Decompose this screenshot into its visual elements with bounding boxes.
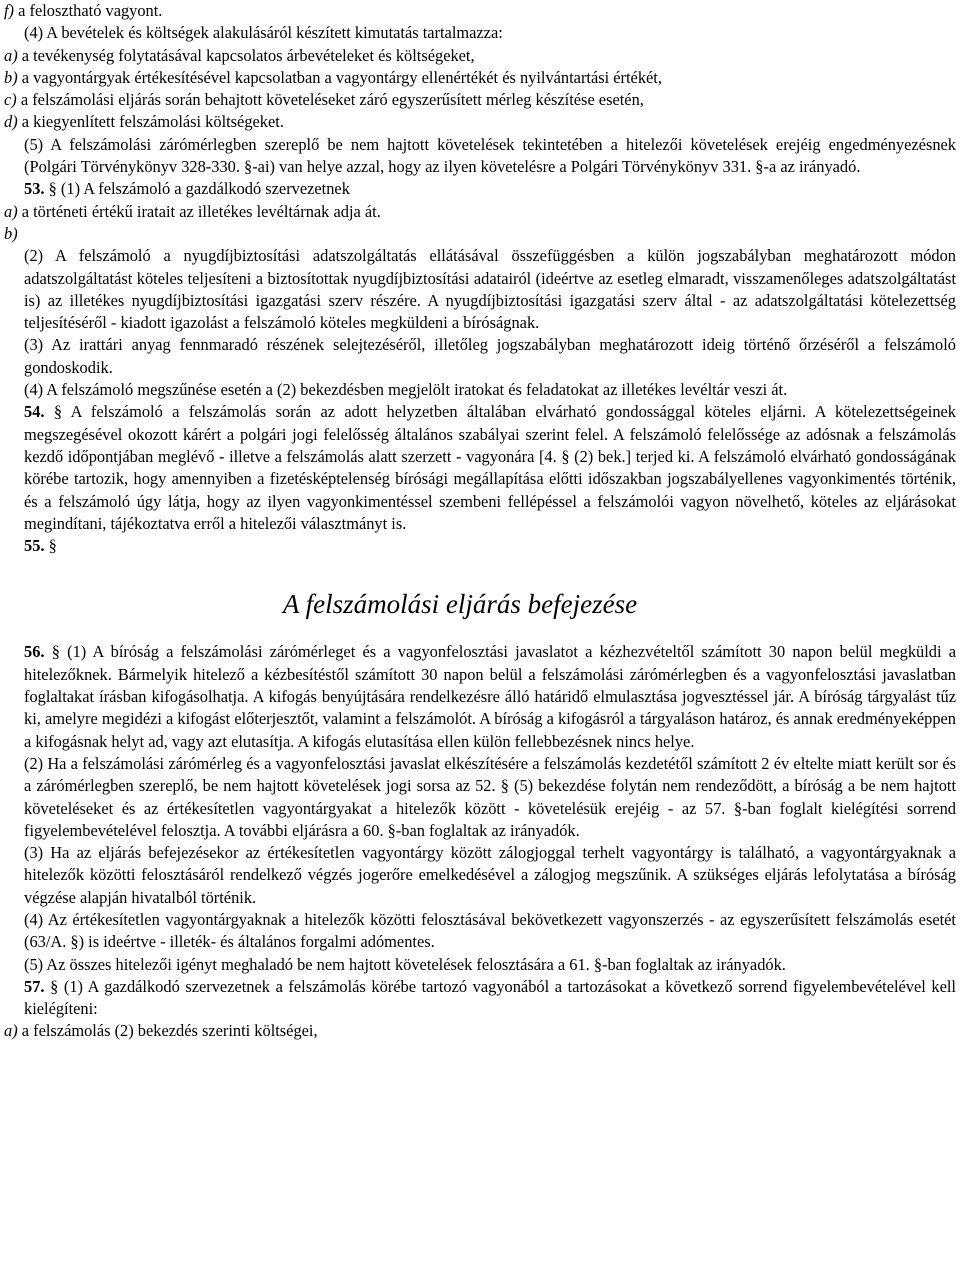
section-53-item-b <box>4 223 956 245</box>
section-56-paragraph-3 <box>4 842 956 909</box>
section-55 <box>4 535 956 557</box>
list-marker: d) <box>4 112 18 132</box>
paragraph-text: (5) A felszámolási zárómérlegben szereplő be nem hajtott követelések tekintetében a hitelezői követelések erejéig engedményezésnek (Polgári Törvénykönyv 328-330. §-ai) van helye azzal, hogy az ilyen követelésre a Polgári Törvénykönyv 331. §-a az irányadó. <box>24 134 956 177</box>
chapter-heading: A felszámolási eljárás befejezése <box>282 589 638 620</box>
list-text: a vagyontárgyak értékesítésével kapcsolatban a vagyontárgy ellenértékét és nyilvántartási értékét, <box>17 67 662 87</box>
section-56-paragraph-5 <box>4 954 956 976</box>
section-symbol: § <box>48 536 57 556</box>
paragraph-text: (2) A felszámoló a nyugdíjbiztosítási adatszolgáltatás ellátásával összefüggésben a külön jogszabályban meghatározott módon adatszolgáltatást köteles teljesíteni a biztosítottak nyugdíjbiztosítási adatairól (ideértve az esetleg elmaradt, visszamenőleges adatszolgáltatást is) az illetékes nyugdíjbiztosítási igazgatási szerv részére. A nyugdíjbiztosítási igazgatási szerv által - az adatszolgáltatási kötelezettség teljesítéséről - kiadott igazolást a felszámoló köteles megküldeni a bíróságnak. <box>24 246 956 333</box>
list-text: a kiegyenlített felszámolási költségeket. <box>17 112 284 132</box>
list-item-d <box>4 111 956 133</box>
section-number: 57. <box>24 976 45 996</box>
list-marker: a) <box>4 1021 18 1041</box>
section-number: 56. <box>24 642 45 662</box>
paragraph-5 <box>4 134 956 179</box>
list-marker: a) <box>4 45 18 65</box>
list-marker: f) <box>4 1 15 20</box>
section-53-paragraph-2 <box>4 245 956 334</box>
section-text: (1) A felszámoló a gazdálkodó szervezetnek <box>56 179 350 199</box>
section-number: 53. <box>24 179 45 199</box>
paragraph-4-intro <box>4 22 956 44</box>
section-number: 55. <box>24 536 45 556</box>
list-marker: b) <box>4 67 18 87</box>
paragraph-text: (4) A felszámoló megszűnése esetén a (2) bekezdésben megjelölt iratokat és feladatokat az illetékes levéltár veszi át. <box>24 380 788 400</box>
list-text: a felszámolás (2) bekezdés szerinti költségei, <box>17 1021 318 1041</box>
section-53-heading <box>4 178 956 200</box>
paragraph-text: (1) A gazdálkodó szervezetnek a felszámolás körébe tartozó vagyonából a tartozásokat a következő sorrend figyelembevételével kell kielégíteni: <box>24 976 956 1019</box>
section-57-paragraph-1 <box>4 976 956 1021</box>
list-item-a <box>4 45 956 67</box>
section-number: 54. <box>24 402 45 422</box>
section-56-paragraph-4 <box>4 909 956 954</box>
section-text: A felszámoló a felszámolás során az adott helyzetben általában elvárható gondossággal köteles eljárni. A kötelezettségeinek megszegésével okozott kárért a polgári jogi felelősség általános szabályai szerint felel. A felszámoló felelőssége az adósnak a felszámolás kezdő időpontjában meglévő - illetve a felszámolás alatt szerzett - vagyonára [4. § (2) bek.] terjed ki. A felszámoló elvárható gondosságának körébe tartozik, hogy amennyiben a fizetésképtelenség bírósági megállapítása előtti időszakban jogszabályellenes vagyonkimentés történik, és a felszámoló úgy látja, hogy az ilyen vagyonkimentéssel szembeni fellépéssel a felszámolói vagyon növelhető, köteles az eljárásokat megindítani, tájékoztatva erről a hitelezői választmányt is. <box>24 402 956 533</box>
paragraph-text: (4) Az értékesítetlen vagyontárgyaknak a hitelezők közötti felosztásával bekövetkezett vagyonszerzés - az egyszerűsített felszámolás esetét (63/A. §) is ideértve - illeték- és általános forgalmi adómentes. <box>24 909 956 952</box>
section-54 <box>4 401 956 535</box>
paragraph-text: (3) Az irattári anyag fennmaradó részének selejtezéséről, illetőleg jogszabályban meghatározott ideig történő őrzéséről a felszámoló gondoskodik. <box>24 335 956 377</box>
paragraph-text: (5) Az összes hitelezői igényt meghaladó be nem hajtott követelések felosztására a 61. §-ban foglaltak az irányadók. <box>24 954 786 974</box>
section-symbol: § <box>50 976 59 996</box>
list-text: a történeti értékű iratait az illetékes levéltárnak adja át. <box>17 201 381 221</box>
section-56-paragraph-1 <box>4 641 956 752</box>
section-53-item-a <box>4 201 956 223</box>
list-item-b <box>4 67 956 89</box>
paragraph-text: (1) A bíróság a felszámolási zárómérleget és a vagyonfelosztási javaslatot a kézhezvételtől számított 30 napon belül megküldi a hitelezőknek. Bármelyik hitelező a kézbesítéstől számított 30 napon belül a felszámolási zárómérlegben és a vagyonfelosztási javaslatban foglaltakat írásban kifogásolhatja. A kifogás benyújtására rendelkezésre álló határidő elmulasztása jogvesztéssel jár. A bíróság tárgyalást tűz ki, amelyre megidézi a kifogást előterjesztőt, valamint a felszámolót. A bíróság a kifogásról a tárgyaláson határoz, és annak eredményeképpen a kifogásnak helyt ad, vagy azt elutasítja. A kifogás elutasítása ellen külön fellebbezésnek nincs helye. <box>24 642 956 751</box>
section-symbol: § <box>48 179 57 199</box>
paragraph-text: (3) Ha az eljárás befejezésekor az értékesítetlen vagyontárgy között zálogjoggal terhelt vagyontárgy is található, a vagyontárgyaknak a hitelezők közötti felosztásáról rendelkező végzés jogerőre emelkedésével a zálogjog megszűnik. A szükséges eljárás lefolytatása a bíróság végzése alapján hivatalból történik. <box>24 843 956 907</box>
list-item-c <box>4 89 956 111</box>
list-text: a felosztható vagyont. <box>14 1 163 20</box>
paragraph-text: (2) Ha a felszámolási zárómérleg és a vagyonfelosztási javaslat elkészítésére a felszámolás kezdetétől számított 2 év eltelte miatt került sor és a zárómérlegben szereplő, be nem hajtott követelések jogi sorsa az 52. § (5) bekezdése folytán nem rendeződött, a bíróság a be nem hajtott követeléseket és az értékesítetlen vagyontárgyakat a hitelezők között - követelésük erejéig - az 57. §-ban foglalt kielégítési sorrend figyelembevételével felosztja. A további eljárásra a 60. §-ban foglaltak az irányadók. <box>24 753 956 840</box>
list-marker: b) <box>4 223 18 243</box>
section-53-paragraph-4 <box>4 379 956 401</box>
list-item-f <box>4 0 956 22</box>
list-marker: a) <box>4 201 18 221</box>
list-text: a tevékenység folytatásával kapcsolatos árbevételeket és költségeket, <box>17 45 475 65</box>
section-symbol: § <box>53 402 63 422</box>
paragraph-text: (4) A bevételek és költségek alakulásáról készített kimutatás tartalmazza: <box>24 23 503 43</box>
section-56-paragraph-2 <box>4 753 956 842</box>
list-marker: c) <box>4 90 17 110</box>
list-text: a felszámolási eljárás során behajtott követeléseket záró egyszerűsített mérleg készítése esetén, <box>16 90 644 110</box>
section-53-paragraph-3 <box>4 334 956 379</box>
section-symbol: § <box>51 642 60 662</box>
section-57-item-a <box>4 1020 956 1042</box>
